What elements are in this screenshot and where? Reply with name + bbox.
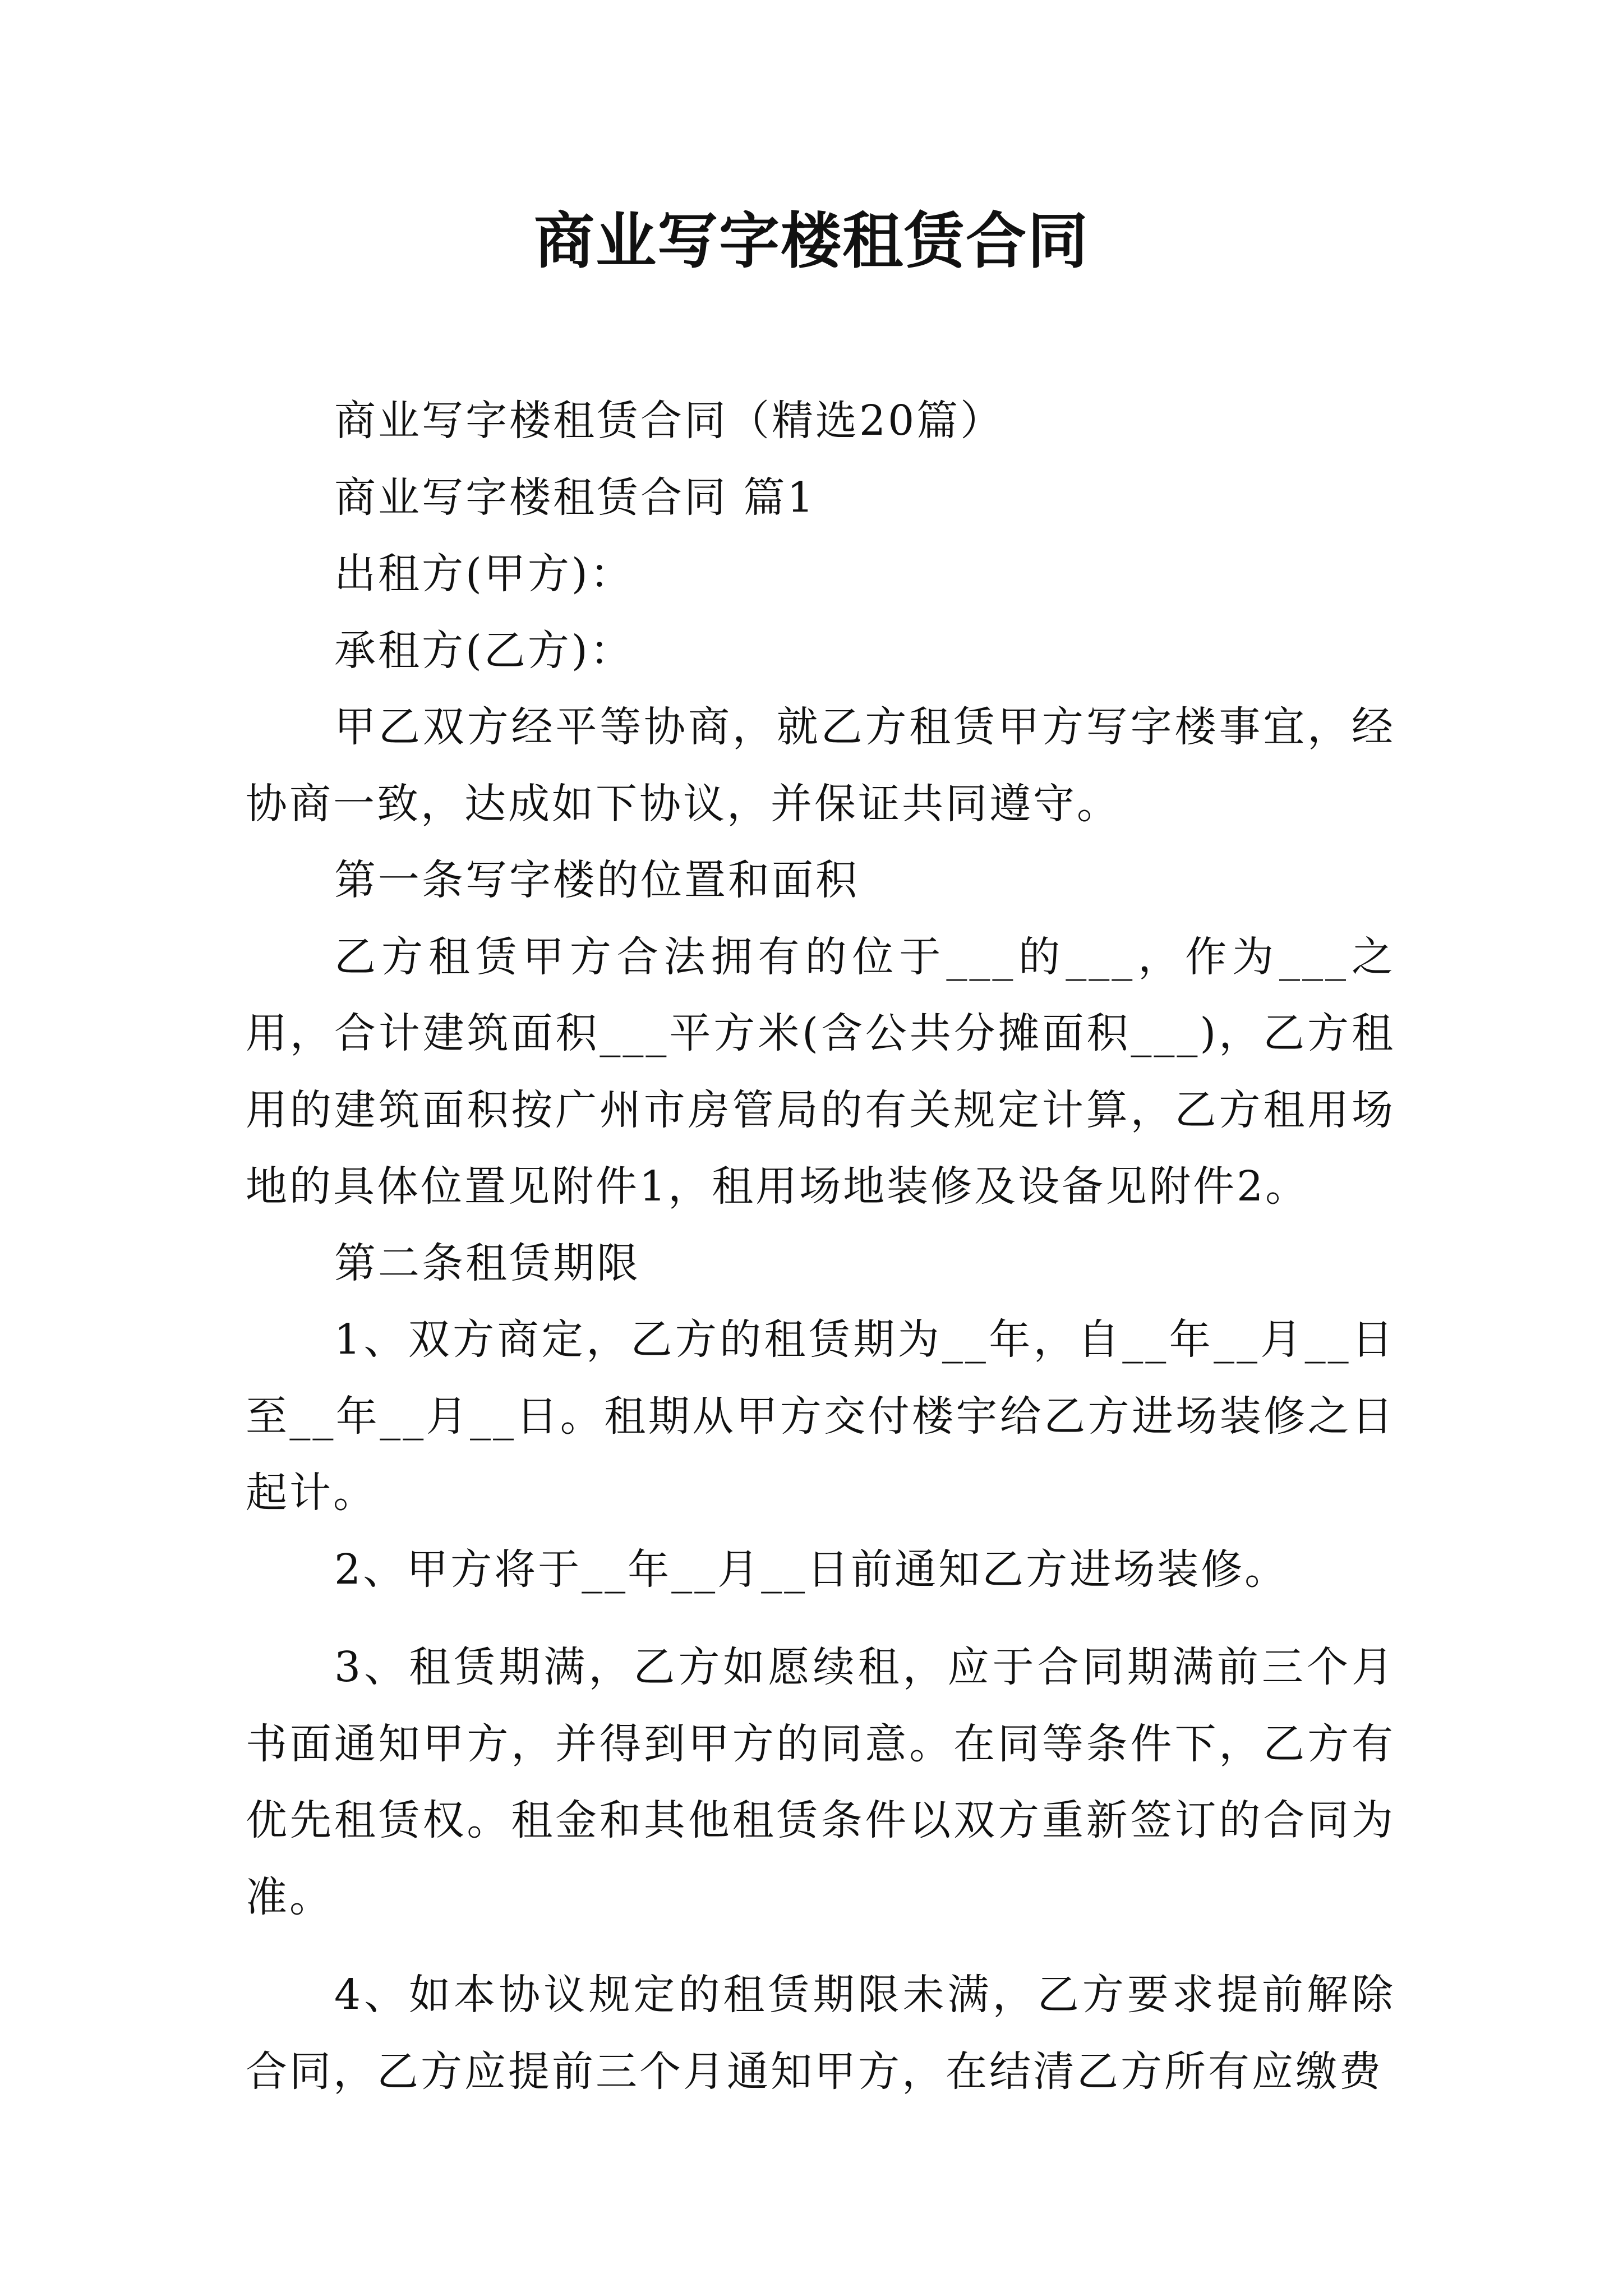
- paragraph-clause-3: 3、租赁期满，乙方如愿续租，应于合同期满前三个月书面通知甲方，并得到甲方的同意。在同等条件下，乙方有优先租赁权。租金和其他租赁条件以双方重新签订的合同为准。: [246, 1643, 1395, 1921]
- paragraph-lessor: 出租方(甲方)：: [334, 550, 634, 598]
- paragraph-article-2-title: 第二条租赁期限: [334, 1239, 640, 1287]
- document-title: 商业写字楼租赁合同: [533, 206, 1089, 277]
- document-body: [246, 383, 1395, 2110]
- paragraph-clause-4: 4、如本协议规定的租赁期限未满，乙方要求提前解除合同，乙方应提前三个月通知甲方，在结清乙方所有应缴费: [246, 1971, 1395, 2096]
- paragraph-intro: 甲乙双方经平等协商，就乙方租赁甲方写字楼事宜，经协商一致，达成如下协议，并保证共同遵守。: [246, 703, 1395, 828]
- paragraph-clause-1: 1、双方商定，乙方的租赁期为__年，自__年__月__日至__年__月__日。租期从甲方交付楼宇给乙方进场装修之日起计。: [246, 1315, 1395, 1517]
- paragraph-heading: 商业写字楼租赁合同（精选20篇）: [334, 397, 1004, 445]
- paragraph-clause-2: 2、甲方将于__年__月__日前通知乙方进场装修。: [334, 1545, 1289, 1594]
- paragraph-section-title: 商业写字楼租赁合同 篇1: [334, 473, 816, 522]
- paragraph-article-1-title: 第一条写字楼的位置和面积: [334, 856, 859, 904]
- paragraph-lessee: 承租方(乙方)：: [334, 626, 634, 675]
- paragraph-article-1-body: 乙方租赁甲方合法拥有的位于___的___，作为___之用，合计建筑面积___平方米(含公共分摊面积___)，乙方租用的建筑面积按广州市房管局的有关规定计算，乙方租用场地的具体位置见附件1，租用场地装修及设备见附件2。: [246, 932, 1395, 1211]
